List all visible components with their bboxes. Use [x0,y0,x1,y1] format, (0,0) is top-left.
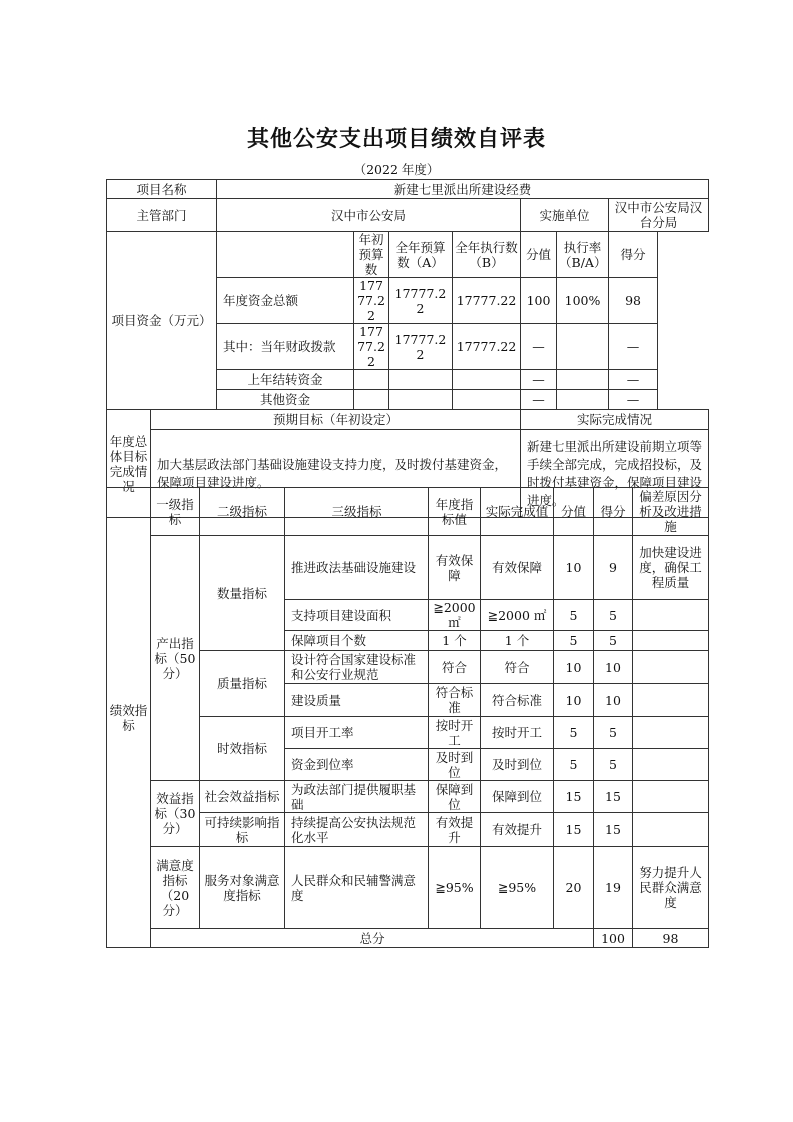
funds-row-name: 其他资金 [217,390,354,410]
funds-header-initial: 年初预算数 [354,232,389,278]
indicator-actual: 符合 [481,651,554,684]
indicator-score: 5 [594,631,633,651]
subgroup-service: 服务对象满意度指标 [200,847,285,929]
indicator-value: 5 [554,749,594,781]
funds-row-budget [389,370,453,390]
indicator-value: 10 [554,684,594,717]
perf-header-target: 年度指标值 [429,488,481,536]
indicator-note [633,717,709,749]
indicator-score: 5 [594,717,633,749]
subgroup-social: 社会效益指标 [200,781,285,813]
funds-row-budget [389,390,453,410]
group-benefit: 效益指标（30分） [151,781,200,847]
perf-header-level2: 二级指标 [200,488,285,536]
funds-row-name: 上年结转资金 [217,370,354,390]
indicator-name: 人民群众和民辅警满意度 [285,847,429,929]
indicator-actual: ≧2000 ㎡ [481,600,554,631]
funds-blank-header [217,232,354,278]
funds-row-score: — [609,390,658,410]
indicator-score: 10 [594,684,633,717]
project-name-label: 项目名称 [107,180,217,199]
indicator-target: 有效保障 [429,536,481,600]
goals-label: 年度总体目标完成情况 [107,410,151,518]
indicator-score: 5 [594,600,633,631]
indicator-note [633,684,709,717]
group-output: 产出指标（50分） [151,536,200,781]
indicator-score: 5 [594,749,633,781]
funds-row-rate: 100% [557,278,609,324]
goals-expected: 加大基层政法部门基础设施建设支持力度，及时拨付基建资金，保障项目建设进度。 [151,430,521,518]
funds-row-value: — [521,324,557,370]
indicator-target: 保障到位 [429,781,481,813]
indicator-note [633,749,709,781]
indicator-target: ≧2000㎡ [429,600,481,631]
total-label: 总分 [151,929,594,948]
funds-header-score: 得分 [609,232,658,278]
subgroup-quantity: 数量指标 [200,536,285,651]
perf-header-level3: 三级指标 [285,488,429,536]
perf-header-actual: 实际完成值 [481,488,554,536]
funds-row-score: 98 [609,278,658,324]
perf-header-note: 偏差原因分析及改进措施 [633,488,709,536]
indicator-target: 按时开工 [429,717,481,749]
indicator-note [633,600,709,631]
funds-row-initial: 17777.22 [354,278,389,324]
funds-row-exec [453,390,521,410]
performance-label: 绩效指标 [107,488,151,948]
dept-value: 汉中市公安局 [217,199,521,232]
funds-row-rate [557,390,609,410]
funds-row-value: — [521,390,557,410]
dept-label: 主管部门 [107,199,217,232]
funds-row-initial [354,370,389,390]
funds-row-exec: 17777.22 [453,278,521,324]
funds-row-score: — [609,370,658,390]
goals-expected-header: 预期目标（年初设定） [151,410,521,430]
performance-table [106,487,709,948]
funds-header-exec: 全年执行数（B） [453,232,521,278]
goals-actual: 新建七里派出所建设前期立项等手续全部完成，完成招投标，及时拨付基建资金，保障项目建设进度。 [521,430,709,518]
funds-row-name: 其中：当年财政拨款 [217,324,354,370]
indicator-name: 保障项目个数 [285,631,429,651]
indicator-target: 及时到位 [429,749,481,781]
perf-header-value: 分值 [554,488,594,536]
funds-row-budget: 17777.22 [389,278,453,324]
indicator-actual: 有效保障 [481,536,554,600]
impl-label: 实施单位 [521,199,609,232]
funds-row-value: — [521,370,557,390]
indicator-value: 5 [554,717,594,749]
indicator-note [633,651,709,684]
indicator-name: 支持项目建设面积 [285,600,429,631]
indicator-note [633,631,709,651]
group-satisfaction: 满意度指标（20分） [151,847,200,929]
indicator-actual: 及时到位 [481,749,554,781]
subgroup-time: 时效指标 [200,717,285,781]
funds-header-budget: 全年预算数（A） [389,232,453,278]
indicator-value: 5 [554,631,594,651]
funds-row-score: — [609,324,658,370]
indicator-value: 15 [554,781,594,813]
funds-row-exec [453,370,521,390]
impl-value: 汉中市公安局汉台分局 [609,199,709,232]
funds-header-value: 分值 [521,232,557,278]
indicator-name: 设计符合国家建设标准和公安行业规范 [285,651,429,684]
indicator-actual: 1 个 [481,631,554,651]
indicator-target: 符合标准 [429,684,481,717]
indicator-score: 19 [594,847,633,929]
indicator-actual: 有效提升 [481,813,554,847]
indicator-name: 持续提高公安执法规范化水平 [285,813,429,847]
indicator-name: 建设质量 [285,684,429,717]
indicator-target: 有效提升 [429,813,481,847]
indicator-actual: 符合标准 [481,684,554,717]
indicator-note [633,781,709,813]
subgroup-sustain: 可持续影响指标 [200,813,285,847]
indicator-note [633,813,709,847]
subgroup-quality: 质量指标 [200,651,285,717]
goals-actual-header: 实际完成情况 [521,410,709,430]
indicator-note: 努力提升人民群众满意度 [633,847,709,929]
indicator-target: 1 个 [429,631,481,651]
info-table [106,179,709,518]
indicator-target: 符合 [429,651,481,684]
funds-row-initial [354,390,389,410]
funds-row-value: 100 [521,278,557,324]
indicator-actual: 按时开工 [481,717,554,749]
total-score: 98 [633,929,709,948]
indicator-value: 5 [554,600,594,631]
indicator-actual: 保障到位 [481,781,554,813]
funds-row-rate [557,370,609,390]
total-value: 100 [594,929,633,948]
indicator-value: 10 [554,536,594,600]
indicator-name: 项目开工率 [285,717,429,749]
indicator-note: 加快建设进度，确保工程质量 [633,536,709,600]
funds-header-rate: 执行率（B/A） [557,232,609,278]
indicator-value: 10 [554,651,594,684]
indicator-name: 为政法部门提供履职基础 [285,781,429,813]
indicator-name: 推进政法基础设施建设 [285,536,429,600]
funds-row-rate [557,324,609,370]
page-title: 其他公安支出项目绩效自评表 [246,127,546,152]
indicator-score: 9 [594,536,633,600]
perf-header-score: 得分 [594,488,633,536]
perf-header-level1: 一级指标 [151,488,200,536]
funds-row-initial: 17777.22 [354,324,389,370]
indicator-score: 15 [594,781,633,813]
project-name: 新建七里派出所建设经费 [217,180,709,199]
indicator-score: 10 [594,651,633,684]
indicator-actual: ≧95% [481,847,554,929]
indicator-value: 15 [554,813,594,847]
year-label: （2022 年度） [353,162,440,177]
funds-row-exec: 17777.22 [453,324,521,370]
indicator-score: 15 [594,813,633,847]
indicator-target: ≧95% [429,847,481,929]
funds-row-budget: 17777.22 [389,324,453,370]
indicator-value: 20 [554,847,594,929]
funds-row-name: 年度资金总额 [217,278,354,324]
indicator-name: 资金到位率 [285,749,429,781]
funds-label: 项目资金（万元） [107,232,217,410]
